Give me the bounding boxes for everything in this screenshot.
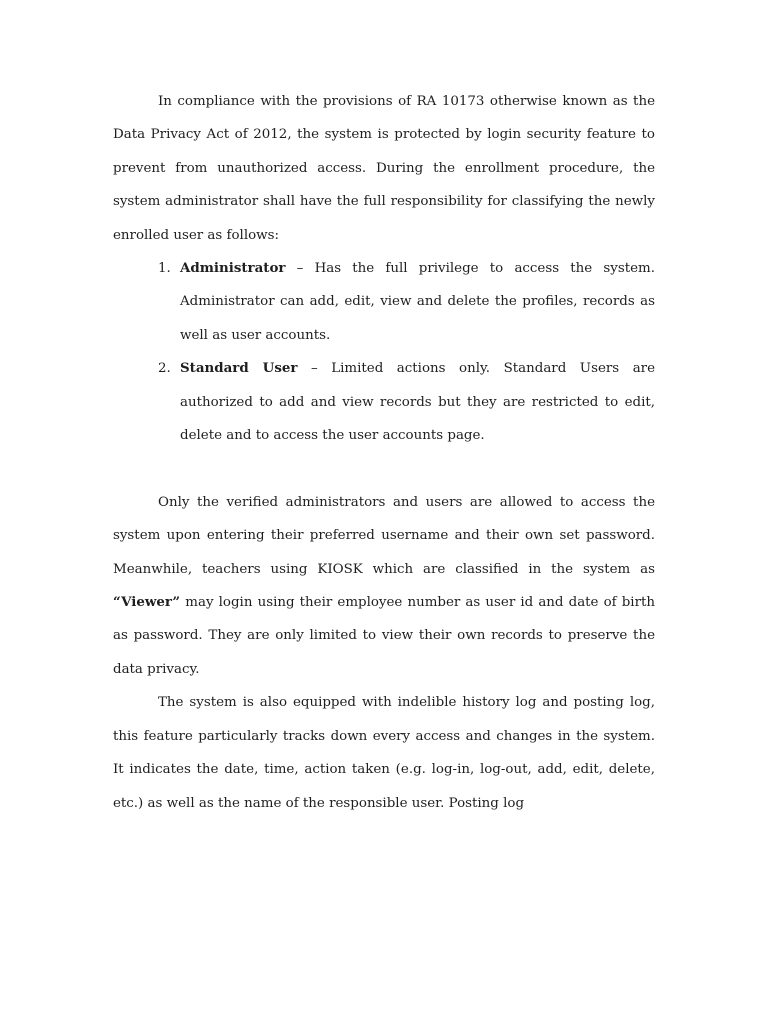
term-administrator: Administrator xyxy=(180,260,286,277)
paragraph-history-log: The system is also equipped with indelible history log and posting log, this feature particularly tracks down every access and changes in the system. It indicates the date, time, action taken (e.g. log-in, log-out, add, edit, delete, etc.) as well as the name of the responsible user. Posting log xyxy=(113,695,655,811)
paragraph-access-rules xyxy=(113,486,655,686)
list-number: 1. xyxy=(158,261,171,277)
term-standard-user: Standard User xyxy=(180,360,298,377)
paragraph-spacer xyxy=(113,452,655,485)
description-standard-user: – Limited actions only. Standard Users are authorized to add and view records but they are restricted to edit, delete and to access the user accounts page. xyxy=(180,361,656,444)
term-viewer: “Viewer” xyxy=(113,594,181,611)
user-classification-list xyxy=(113,252,655,452)
description-administrator: – Has the full privilege to access the system. Administrator can add, edit, view and delete the profiles, records as well as user accounts. xyxy=(180,261,655,343)
access-rules-intro: Only the verified administrators and users are allowed to access the system upon entering their preferred username and their own set password. Meanwhile, teachers using KIOSK which are classified in the system as xyxy=(113,494,655,577)
paragraph-data-privacy-intro: In compliance with the provisions of RA 10173 otherwise known as the Data Privacy Act of 2012, the system is protected by login security feature to prevent from unauthorized access. During the enrollment procedure, the system administrator shall have the full responsibility for classifying the newly enrolled user as follows: xyxy=(113,94,655,243)
access-rules-rest: may login using their employee number as user id and date of birth as password. They are only limited to view their own records to preserve the data privacy. xyxy=(113,595,655,677)
document-body xyxy=(113,85,655,820)
list-number: 2. xyxy=(158,361,171,377)
list-item-standard-user xyxy=(113,352,655,452)
list-item-administrator xyxy=(113,252,655,352)
